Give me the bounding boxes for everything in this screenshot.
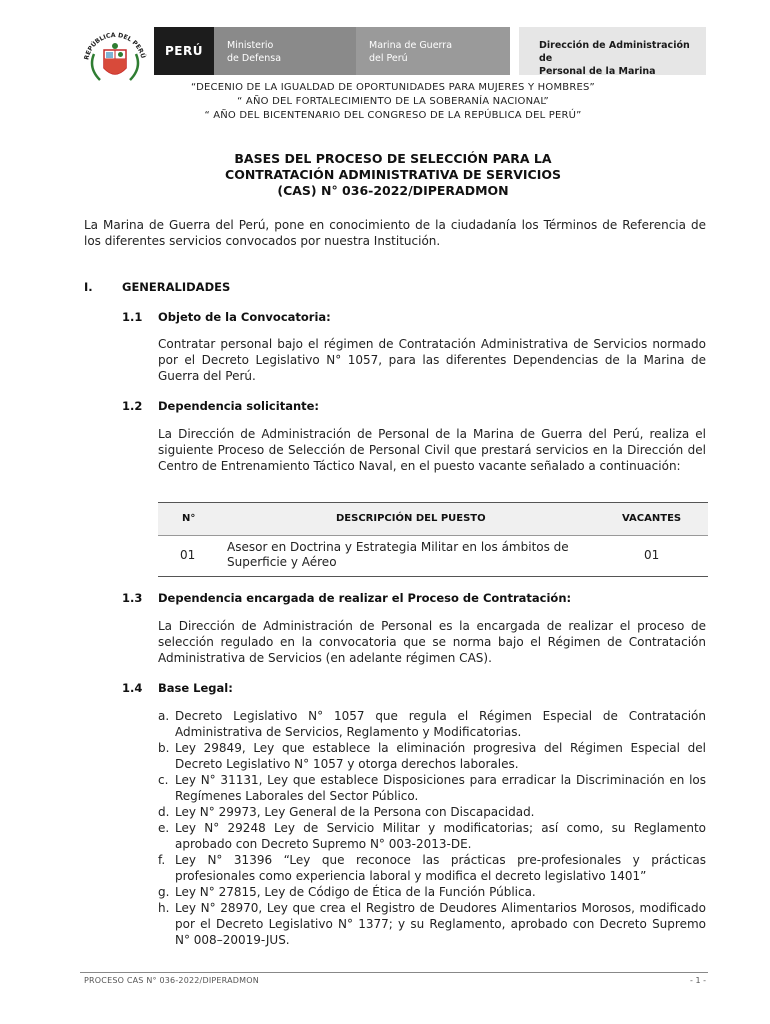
footer-divider xyxy=(80,972,708,973)
legal-item-text: Ley N° 31396 “Ley que reconoce las prácticas pre-profesionales y prácticas profesionales como experiencia laboral y modifica el decreto legislativo 1401” xyxy=(175,853,706,883)
legal-item-letter: d. xyxy=(158,805,170,819)
motto-line: “DECENIO DE LA IGUALDAD DE OPORTUNIDADES PARA MUJERES Y HOMBRES” xyxy=(191,82,595,93)
subsection-title: Dependencia solicitante: xyxy=(158,399,320,413)
header-direccion-line1: Dirección de Administración de xyxy=(539,40,690,64)
header-direccion-line2: Personal de la Marina xyxy=(539,66,656,77)
legal-item-letter: c. xyxy=(158,773,169,787)
title-line: BASES DEL PROCESO DE SELECCIÓN PARA LA xyxy=(234,151,552,166)
subsection-text: Contratar personal bajo el régimen de Contratación Administrativa de Servicios normado por el Decreto Legislativo N° 1057, para las diferentes Dependencias de la Marina de Guerra del Perú. xyxy=(158,337,706,383)
legal-item xyxy=(158,901,706,948)
header-ministerio-line1: Ministerio xyxy=(227,40,274,51)
legal-item xyxy=(158,853,706,885)
subsection-text: La Dirección de Administración de Personal de la Marina de Guerra del Perú, realiza el siguiente Proceso de Selección de Personal Civil que prestará servicios en la Dirección del Centro de Entrenamiento Táctico Naval, en el puesto vacante señalado a continuación: xyxy=(158,427,706,473)
description-line: Superficie y Aéreo xyxy=(227,555,337,569)
table-cell-vacancies: 01 xyxy=(644,548,660,562)
header-marina-box xyxy=(356,27,510,75)
motto-line: “ AÑO DEL FORTALECIMIENTO DE LA SOBERANÍA NACIONAL” xyxy=(237,96,549,107)
legal-item-text: Ley N° 28970, Ley que crea el Registro de Deudores Alimentarios Morosos, modificado por el Decreto Legislativo N° 1377; y su Reglamento, aprobado con Decreto Supremo N° 008–20019-JUS. xyxy=(175,901,706,947)
footer-page-number: - 1 - xyxy=(690,976,706,985)
subsection-title: Objeto de la Convocatoria: xyxy=(158,310,331,324)
legal-item xyxy=(158,741,706,773)
legal-item-letter: a. xyxy=(158,709,170,723)
subsection-number: 1.3 xyxy=(122,591,143,605)
legal-item-letter: g. xyxy=(158,885,170,899)
section-title: GENERALIDADES xyxy=(122,280,231,294)
table-cell-number: 01 xyxy=(180,548,196,562)
subsection-title: Base Legal: xyxy=(158,681,233,695)
subsection-text: La Dirección de Administración de Personal es la encargada de realizar el proceso de selección regulado en la convocatoria que se norma bajo el Régimen de Contratación Administrativa de Servicios (en adelante régimen CAS). xyxy=(158,619,706,665)
legal-item xyxy=(158,885,706,901)
footer-process-code: PROCESO CAS N° 036-2022/DIPERADMON xyxy=(84,976,259,985)
legal-item xyxy=(158,805,706,821)
legal-item-text: Ley N° 31131, Ley que establece Disposiciones para erradicar la Discriminación en los Regímenes Laborales del Sector Público. xyxy=(175,773,706,803)
title-line: (CAS) N° 036-2022/DIPERADMON xyxy=(277,183,509,198)
legal-item-text: Decreto Legislativo N° 1057 que regula el Régimen Especial de Contratación Administrativa de Servicios, Reglamento y Modificatorias. xyxy=(175,709,706,739)
svg-text:REPÚBLICA DEL PERÚ: REPÚBLICA DEL PERÚ xyxy=(83,31,147,61)
legal-item xyxy=(158,821,706,853)
subsection-title: Dependencia encargada de realizar el Proceso de Contratación: xyxy=(158,591,572,605)
header-peru-label: PERÚ xyxy=(165,43,203,58)
description-line: Asesor en Doctrina y Estrategia Militar en los ámbitos de xyxy=(227,540,569,554)
legal-item-letter: b. xyxy=(158,741,170,755)
header-marina-line2: del Perú xyxy=(369,53,408,64)
intro-paragraph: La Marina de Guerra del Perú, pone en conocimiento de la ciudadanía los Términos de Referencia de los diferentes servicios convocados por nuestra Institución. xyxy=(84,218,706,248)
section-number: I. xyxy=(84,280,93,294)
legal-item-text: Ley 29849, Ley que establece la eliminación progresiva del Régimen Especial del Decreto Legislativo N° 1057 y otorga derechos laborales. xyxy=(175,741,706,771)
legal-item-text: Ley N° 29973, Ley General de la Persona con Discapacidad. xyxy=(175,805,535,819)
table-header-description: DESCRIPCIÓN DEL PUESTO xyxy=(336,513,486,524)
header-marina-line1: Marina de Guerra xyxy=(369,40,453,51)
header-direccion-box xyxy=(519,27,706,75)
mottos xyxy=(80,81,706,123)
table-header-number: N° xyxy=(182,513,196,524)
table-cell-description xyxy=(227,540,569,570)
legal-item-text: Ley N° 29248 Ley de Servicio Militar y modificatorias; así como, su Reglamento aprobado con Decreto Supremo N° 003-2013-DE. xyxy=(175,821,706,851)
legal-item-letter: h. xyxy=(158,901,170,915)
legal-item-letter: e. xyxy=(158,821,170,835)
vacancy-table xyxy=(158,502,708,577)
header-ministerio-box xyxy=(214,27,356,75)
legal-item-letter: f. xyxy=(158,853,166,867)
subsection-number: 1.4 xyxy=(122,681,143,695)
header-peru-box xyxy=(154,27,214,75)
motto-line: “ AÑO DEL BICENTENARIO DEL CONGRESO DE LA REPÚBLICA DEL PERÚ” xyxy=(204,110,582,121)
table-header-row xyxy=(158,503,708,536)
document-title xyxy=(80,151,706,199)
legal-item xyxy=(158,773,706,805)
header-ministerio-line2: de Defensa xyxy=(227,53,282,64)
subsection-number: 1.1 xyxy=(122,310,143,324)
title-line: CONTRATACIÓN ADMINISTRATIVA DE SERVICIOS xyxy=(225,167,561,182)
table-header-vacancies: VACANTES xyxy=(622,513,682,524)
subsection-number: 1.2 xyxy=(122,399,143,413)
legal-item-text: Ley N° 27815, Ley de Código de Ética de la Función Pública. xyxy=(175,885,536,899)
table-row xyxy=(158,536,708,576)
coat-of-arms-icon xyxy=(80,24,150,88)
legal-item xyxy=(158,709,706,741)
